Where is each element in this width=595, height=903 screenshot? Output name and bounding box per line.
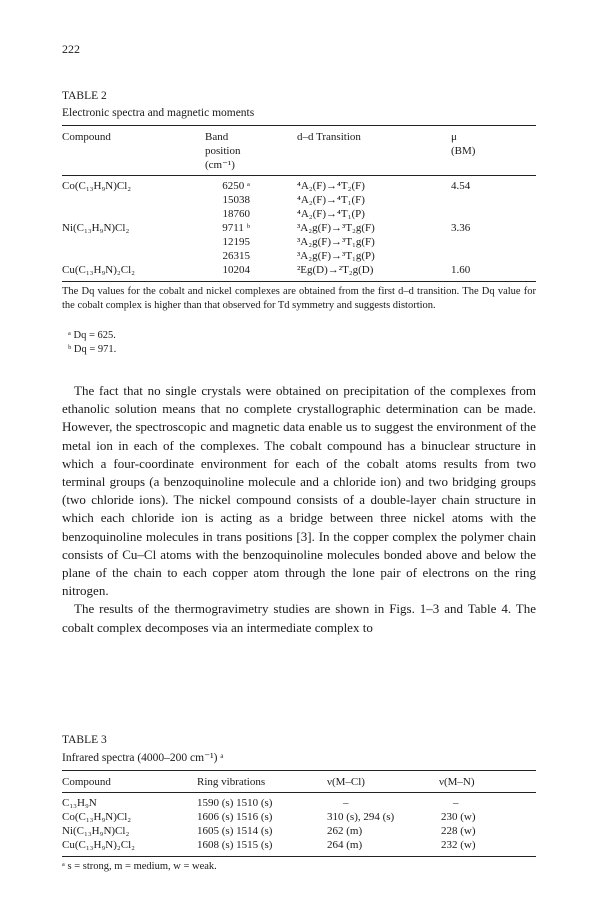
page-number: 222	[62, 42, 80, 56]
table2-cell-transition: ²Eg(D)→²T₂g(D)	[297, 264, 374, 276]
table2-cell-band: 6250 ᵃ	[222, 180, 250, 192]
table2-header-band-3: (cm⁻¹)	[205, 159, 235, 171]
table3-cell-mcl: 262 (m)	[327, 825, 363, 837]
table3-cell-compound: Co(C₁₃H₉N)Cl₂	[62, 811, 132, 823]
table2-cell-compound: Ni(C₁₃H₉N)Cl₂	[62, 222, 130, 234]
table2-bottom-rule	[62, 281, 536, 282]
table2-cell-transition: ⁴A₂(F)→⁴T₁(F)	[297, 194, 365, 206]
table3-cell-mcl: 310 (s), 294 (s)	[327, 811, 395, 823]
table3-cell-ring: 1608 (s) 1515 (s)	[197, 839, 273, 851]
table2-cell-transition: ⁴A₂(F)→⁴T₁(P)	[297, 208, 365, 220]
table2-cell-band: 12195	[222, 236, 250, 248]
table3-cell-mn: 228 (w)	[441, 825, 476, 837]
table2-header-dd: d–d Transition	[297, 131, 361, 143]
table2-cell-band: 10204	[222, 264, 250, 276]
table3-cell-compound: Cu(C₁₃H₉N)₂Cl₂	[62, 839, 135, 851]
table2-cell-transition: ⁴A₂(F)→⁴T₂(F)	[297, 180, 365, 192]
table3-header-rule	[62, 792, 536, 793]
table3-header-mcl: ν(M–Cl)	[327, 776, 365, 788]
table3-note: ᵃ s = strong, m = medium, w = weak.	[62, 861, 217, 872]
table3-cell-compound: Ni(C₁₃H₉N)Cl₂	[62, 825, 130, 837]
table2-header-compound: Compound	[62, 131, 111, 143]
table2-cell-compound: Co(C₁₃H₉N)Cl₂	[62, 180, 132, 192]
table3-caption: Infrared spectra (4000–200 cm⁻¹) ᵃ	[62, 752, 224, 764]
table3-cell-compound: C₁₃H₉N	[62, 797, 97, 809]
table3-cell-mn: 232 (w)	[441, 839, 476, 851]
table2-cell-transition: ³A₂g(F)→³T₁g(F)	[297, 236, 375, 248]
body-text	[62, 382, 536, 637]
table3-cell-ring: 1605 (s) 1514 (s)	[197, 825, 273, 837]
table3-cell-mcl: –	[343, 797, 349, 809]
table2-cell-mu: 4.54	[451, 180, 471, 192]
table3-cell-mn: –	[453, 797, 459, 809]
table3-header-compound: Compound	[62, 776, 111, 788]
table2-cell-band: 18760	[222, 208, 250, 220]
table2-header-mu-unit: (BM)	[451, 145, 476, 157]
body-paragraph-1: The fact that no single crystals were obtained on precipitation of the complexes from ethanolic solution means that no complete crystallographic determination can be made. However, the spectroscopic and magnetic data enable us to suggest the environment of the metal ion in each of the complexes. The cobalt compound has a binuclear structure in which a four-coordinate environment for each of the cobalt atoms results from two terminal groups (a benzoquinoline molecule and a chloride ion) and two bridging groups (two chloride ions). The nickel compound consists of a double-layer chain structure in which each chloride ion is acting as a bridge between three nickel atoms with the benzoquinoline molecules in trans positions [3]. In the copper complex the polymer chain consists of Cu–Cl atoms with the benzoquinoline molecules bonded above and below the plane of the chain to each copper atom through the lone pair of electrons on the ring nitrogen.	[62, 383, 536, 599]
table2-cell-mu: 3.36	[451, 222, 471, 234]
table2-cell-transition: ³A₂g(F)→³T₂g(F)	[297, 222, 375, 234]
table2-header-mu: μ	[451, 131, 457, 143]
table2-cell-band: 26315	[222, 250, 250, 262]
table2-cell-transition: ³A₂g(F)→³T₁g(P)	[297, 250, 375, 262]
table2-header-band-2: position	[205, 145, 241, 157]
table3-cell-mn: 230 (w)	[441, 811, 476, 823]
table2-header-rule	[62, 175, 536, 176]
table2-cell-compound: Cu(C₁₃H₉N)₂Cl₂	[62, 264, 135, 276]
table3-header-ring: Ring vibrations	[197, 776, 266, 788]
table2-cell-band: 15038	[222, 194, 250, 206]
table2-cell-mu: 1.60	[451, 264, 471, 276]
table2-caption: Electronic spectra and magnetic moments	[62, 107, 255, 119]
body-paragraph-2: The results of the thermogravimetry studies are shown in Figs. 1–3 and Table 4. The cobalt complex decomposes via an intermediate complex to	[62, 601, 536, 635]
table2-note-a: ᵃ Dq = 625.	[68, 330, 116, 341]
table3-top-rule	[62, 770, 536, 771]
table2-footnote: The Dq values for the cobalt and nickel complexes are obtained from the first d–d transition. The Dq value for the cobalt complex is higher than that observed for Td symmetry and suggests distortion.	[62, 286, 536, 311]
table3-bottom-rule	[62, 856, 536, 857]
table3-header-mn: ν(M–N)	[439, 776, 475, 788]
table2-top-rule	[62, 125, 536, 126]
table3-label: TABLE 3	[62, 734, 107, 746]
table3-cell-ring: 1606 (s) 1516 (s)	[197, 811, 273, 823]
table2-cell-band: 9711 ᵇ	[222, 222, 250, 234]
table3-cell-mcl: 264 (m)	[327, 839, 363, 851]
table3-cell-ring: 1590 (s) 1510 (s)	[197, 797, 273, 809]
table2-label: TABLE 2	[62, 90, 107, 102]
table2-note-b: ᵇ Dq = 971.	[68, 344, 117, 355]
table2-header-band-1: Band	[205, 131, 229, 143]
